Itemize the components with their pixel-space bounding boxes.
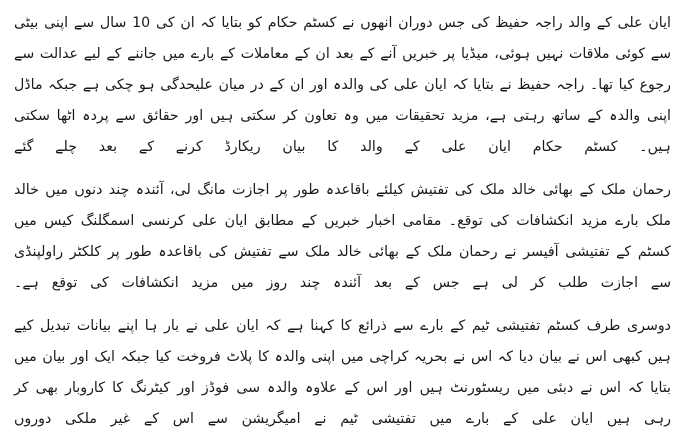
- paragraph-2: رحمان ملک کے بھائی خالد ملک کی تفتیش کیلئے باقاعدہ طور پر اجازت مانگ لی، آئندہ چند دنوں میں خالد ملک بارے مزید انکشافات کی توقع۔ مقامی اخبار خبریں کے مطابق ایان علی کرنسی اسمگلنگ کیس میں کسٹم کے تفتیشی آفیسر نے رحمان ملک کے بھائی خالد ملک سے تفتیش کی باقاعدہ طور پر کلکٹر راولپنڈی سے اجازت طلب کر لی ہے جس کے بعد آئندہ چند روز میں مزید انکشافات کی توقع ہے۔: [14, 182, 671, 291]
- paragraph-1: ایان علی کے والد راجہ حفیظ کی جس دوران انھوں نے کسٹم حکام کو بتایا کہ ان کی 10 سال سے اپنی بیٹی سے کوئی ملاقات نہیں ہوئی، میڈیا پر خبریں آنے کے بعد ان کے معاملات کے بارے میں جاننے کے لیے عدالت سے رجوع کیا تھا۔ راجہ حفیظ نے بتایا کہ ایان علی کی والدہ اور ان کے در میان علیحدگی ہو چکی ہے جبکہ ماڈل اپنی والدہ کے ساتھ رہتی ہے، مزید تحقیقات میں وہ تعاون کر سکتی ہیں اور حقائق سے پردہ اٹھا سکتی ہیں۔ کسٹم حکام ایان علی کے والد کا بیان ریکارڈ کرنے کے بعد چلے گئے: [14, 15, 671, 155]
- article-body: [14, 8, 671, 435]
- paragraph-3: دوسری طرف کسٹم تفتیشی ٹیم کے بارے سے ذرائع کا کہنا ہے کہ ایان علی نے بار ہا اپنے بیانات تبدیل کیے ہیں کبھی اس نے بیان دیا کہ اس نے بحریہ کراچی میں اپنی والدہ کا پلاٹ فروخت کیا جبکہ ایک اور بیان میں بتایا کہ اس نے دبئی میں ریسٹورنٹ ہیں اور اس کے علاوہ والدہ سی فوڈز اور کیٹرنگ کا کاروبار بھی کر رہی ہیں ایان علی کے بارے میں تفتیشی ٹیم نے امیگریشن سے اس کے غیر ملکی دوروں: [14, 318, 671, 427]
